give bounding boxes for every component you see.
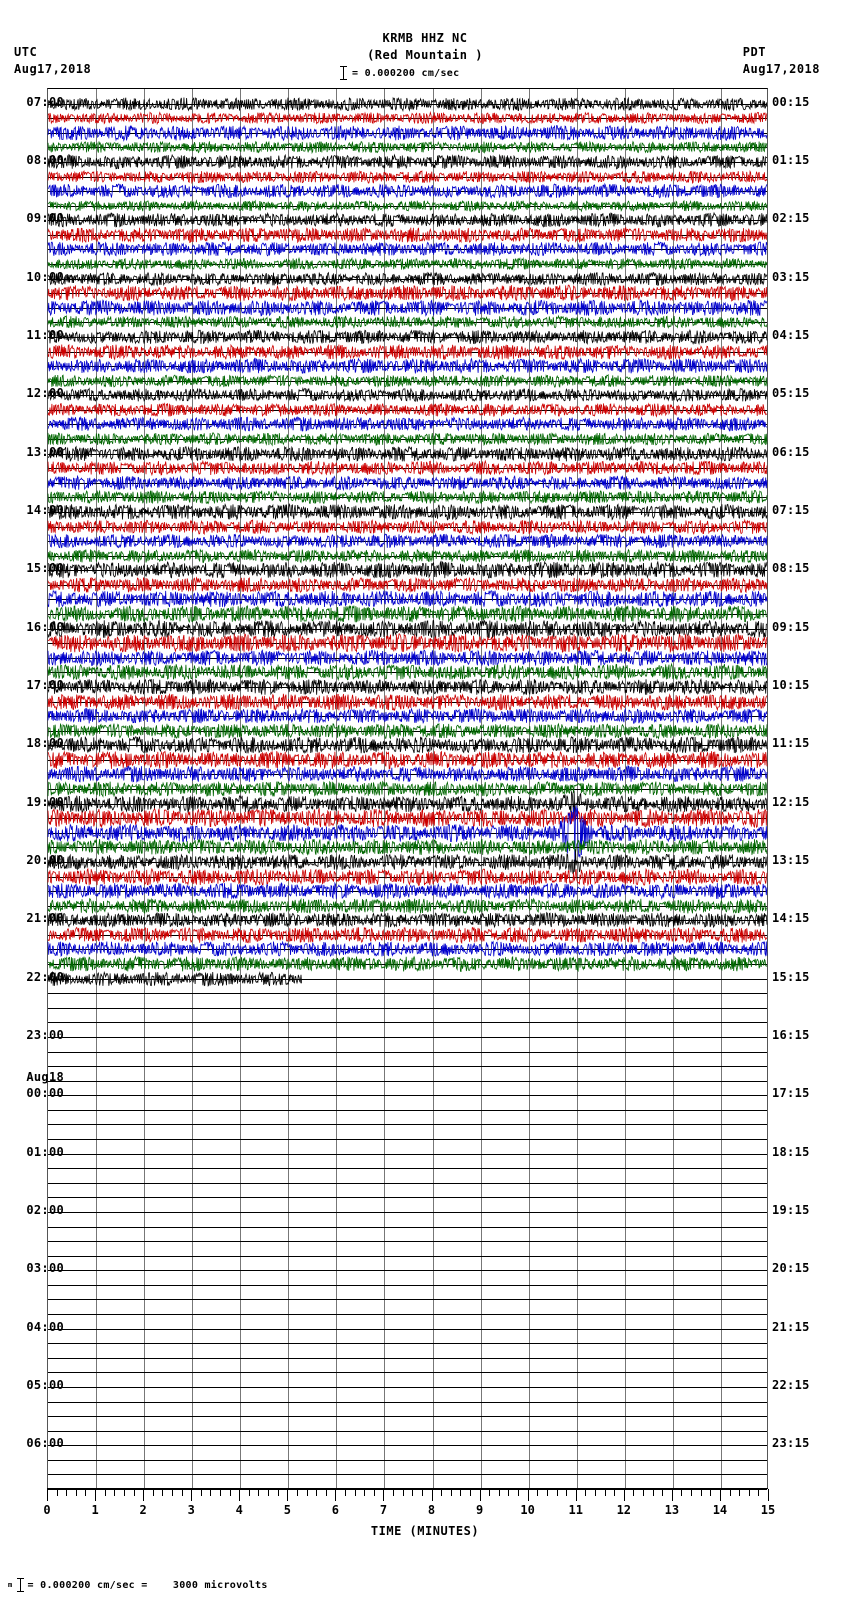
x-axis-minor-tick xyxy=(153,1489,154,1496)
trace-baseline xyxy=(48,1022,767,1023)
trace-baseline xyxy=(48,293,767,294)
trace-baseline xyxy=(48,629,767,630)
trace-baseline xyxy=(48,424,767,425)
pdt-time-label: 04:15 xyxy=(772,327,810,342)
x-axis-minor-tick xyxy=(326,1489,327,1496)
utc-date-label: Aug17,2018 xyxy=(14,62,92,76)
trace-baseline xyxy=(48,454,767,455)
trace-baseline xyxy=(48,1431,767,1432)
trace-baseline xyxy=(48,133,767,134)
trace-baseline xyxy=(48,1241,767,1242)
utc-time-label: 16:00 xyxy=(26,619,64,634)
utc-time-label: 14:00 xyxy=(26,502,64,517)
trace-baseline xyxy=(48,381,767,382)
utc-time-label: 10:00 xyxy=(26,269,64,284)
utc-time-label: 02:00 xyxy=(26,1202,64,1217)
trace-baseline xyxy=(48,891,767,892)
x-axis-minor-tick xyxy=(451,1489,452,1496)
trace-baseline xyxy=(48,935,767,936)
trace-baseline xyxy=(48,1124,767,1125)
trace-baseline xyxy=(48,1387,767,1388)
x-axis-minor-tick xyxy=(364,1489,365,1496)
utc-time-label: 11:00 xyxy=(26,327,64,342)
x-axis-minor-tick xyxy=(85,1489,86,1496)
pdt-time-label: 16:15 xyxy=(772,1027,810,1042)
x-axis-major-tick xyxy=(191,1489,192,1501)
trace-baseline xyxy=(48,1314,767,1315)
x-axis-tick-label: 1 xyxy=(91,1503,99,1517)
trace-baseline xyxy=(48,439,767,440)
utc-time-label: 23:00 xyxy=(26,1027,64,1042)
pdt-time-label: 14:15 xyxy=(772,911,810,926)
x-axis-minor-tick xyxy=(278,1489,279,1496)
trace-baseline xyxy=(48,964,767,965)
pdt-time-label: 15:15 xyxy=(772,969,810,984)
trace-baseline xyxy=(48,483,767,484)
trace-baseline xyxy=(48,162,767,163)
utc-time-label: 20:00 xyxy=(26,852,64,867)
pdt-time-label: 07:15 xyxy=(772,502,810,517)
trace-baseline xyxy=(48,1081,767,1082)
trace-baseline xyxy=(48,862,767,863)
x-axis-tick-label: 12 xyxy=(616,1503,632,1517)
pdt-time-label: 18:15 xyxy=(772,1144,810,1159)
trace-baseline xyxy=(48,614,767,615)
trace-baseline xyxy=(48,658,767,659)
x-axis-major-tick xyxy=(768,1489,769,1501)
x-axis-tick-label: 10 xyxy=(520,1503,535,1517)
trace-baseline xyxy=(48,264,767,265)
x-axis-minor-tick xyxy=(134,1489,135,1496)
trace-baseline xyxy=(48,643,767,644)
trace-baseline xyxy=(48,789,767,790)
pdt-time-label: 12:15 xyxy=(772,794,810,809)
x-axis-minor-tick xyxy=(57,1489,58,1496)
x-axis-minor-tick xyxy=(605,1489,606,1496)
trace-baseline xyxy=(48,1256,767,1257)
pdt-time-label: 00:15 xyxy=(772,94,810,109)
x-axis-minor-tick xyxy=(76,1489,77,1496)
x-axis-tick-label: 13 xyxy=(664,1503,680,1517)
x-axis-minor-tick xyxy=(297,1489,298,1496)
x-axis-minor-tick xyxy=(258,1489,259,1496)
pdt-time-label: 20:15 xyxy=(772,1261,810,1276)
utc-zone-label: UTC xyxy=(14,45,38,59)
x-axis-minor-tick xyxy=(681,1489,682,1496)
x-axis-minor-tick xyxy=(393,1489,394,1496)
trace-baseline xyxy=(48,702,767,703)
x-axis-minor-tick xyxy=(105,1489,106,1496)
pdt-time-label: 09:15 xyxy=(772,619,810,634)
pdt-time-label: 19:15 xyxy=(772,1202,810,1217)
trace-baseline xyxy=(48,1358,767,1359)
utc-time-label: 00:00 xyxy=(26,1086,64,1101)
x-axis-minor-tick xyxy=(653,1489,654,1496)
trace-baseline xyxy=(48,877,767,878)
x-axis-minor-tick xyxy=(460,1489,461,1496)
utc-time-label: 08:00 xyxy=(26,152,64,167)
scale-legend xyxy=(340,66,459,80)
trace-baseline xyxy=(48,833,767,834)
x-axis-major-tick xyxy=(672,1489,673,1501)
x-axis-ticks xyxy=(47,1488,768,1501)
trace-baseline xyxy=(48,249,767,250)
utc-time-label: 21:00 xyxy=(26,911,64,926)
x-axis-minor-tick xyxy=(489,1489,490,1496)
x-axis-minor-tick xyxy=(537,1489,538,1496)
trace-baseline xyxy=(48,395,767,396)
x-axis-tick-label: 6 xyxy=(331,1503,340,1517)
x-axis-minor-tick xyxy=(230,1489,231,1496)
page-title: KRMB HHZ NC xyxy=(382,31,468,45)
scale-bar-icon xyxy=(340,66,347,80)
x-axis-tick-labels xyxy=(43,1503,776,1519)
footer-m-glyph: m xyxy=(8,1581,13,1589)
x-axis-minor-tick xyxy=(403,1489,404,1496)
trace-baseline xyxy=(48,804,767,805)
trace-baseline xyxy=(48,1445,767,1446)
x-axis-minor-tick xyxy=(182,1489,183,1496)
trace-baseline xyxy=(48,512,767,513)
x-axis-tick-label: 15 xyxy=(760,1503,776,1517)
trace-baseline xyxy=(48,847,767,848)
x-axis-minor-tick xyxy=(739,1489,740,1496)
trace-baseline xyxy=(48,760,767,761)
x-axis-minor-tick xyxy=(701,1489,702,1496)
x-axis-minor-tick xyxy=(114,1489,115,1496)
x-axis-minor-tick xyxy=(749,1489,750,1496)
trace-baseline xyxy=(48,308,767,309)
trace-baseline xyxy=(48,1285,767,1286)
trace-baseline xyxy=(48,672,767,673)
utc-time-label: 03:00 xyxy=(26,1261,64,1276)
x-axis-major-tick xyxy=(47,1489,48,1501)
trace-baseline xyxy=(48,366,767,367)
x-axis-minor-tick xyxy=(210,1489,211,1496)
x-axis-minor-tick xyxy=(470,1489,471,1496)
x-axis-minor-tick xyxy=(220,1489,221,1496)
x-axis-minor-tick xyxy=(345,1489,346,1496)
trace-baseline xyxy=(48,920,767,921)
trace-baseline xyxy=(48,745,767,746)
utc-time-label: 18:00 xyxy=(26,736,64,751)
x-axis-minor-tick xyxy=(585,1489,586,1496)
pdt-time-label: 05:15 xyxy=(772,386,810,401)
trace-baseline xyxy=(48,599,767,600)
trace-baseline xyxy=(48,279,767,280)
x-axis-tick-label: 5 xyxy=(283,1503,291,1517)
trace-baseline xyxy=(48,1474,767,1475)
utc-time-label: 04:00 xyxy=(26,1319,64,1334)
footer-scale-note xyxy=(8,1578,268,1592)
x-axis-major-tick xyxy=(432,1489,433,1501)
x-axis-minor-tick xyxy=(557,1489,558,1496)
x-axis-minor-tick xyxy=(758,1489,759,1496)
x-axis-minor-tick xyxy=(441,1489,442,1496)
x-axis-tick-label: 9 xyxy=(475,1503,484,1517)
x-axis-tick-label: 3 xyxy=(187,1503,195,1517)
x-axis-minor-tick xyxy=(518,1489,519,1496)
trace-baseline xyxy=(48,352,767,353)
x-axis-minor-tick xyxy=(172,1489,173,1496)
x-axis-minor-tick xyxy=(268,1489,269,1496)
x-axis-minor-tick xyxy=(412,1489,413,1496)
header-right-timezone-block xyxy=(743,44,820,78)
trace-baseline xyxy=(48,1008,767,1009)
trace-baseline xyxy=(48,949,767,950)
trace-baseline xyxy=(48,1037,767,1038)
trace-baseline xyxy=(48,1052,767,1053)
trace-baseline xyxy=(48,906,767,907)
utc-time-label: 12:00 xyxy=(26,386,64,401)
x-axis-major-tick xyxy=(95,1489,96,1501)
trace-baseline xyxy=(48,1197,767,1198)
footer-scale-bar-icon xyxy=(17,1578,24,1592)
trace-baseline xyxy=(48,541,767,542)
trace-baseline xyxy=(48,570,767,571)
x-axis-tick-label: 0 xyxy=(43,1503,51,1517)
x-axis-minor-tick xyxy=(710,1489,711,1496)
pdt-time-label: 11:15 xyxy=(772,736,810,751)
date-change-label: Aug18 xyxy=(26,1070,64,1085)
header-title-block xyxy=(0,30,850,64)
x-axis-minor-tick xyxy=(316,1489,317,1496)
x-axis-tick-label: 4 xyxy=(235,1503,243,1517)
trace-baseline xyxy=(48,337,767,338)
trace-baseline xyxy=(48,1212,767,1213)
x-axis xyxy=(43,1488,776,1519)
x-axis-tick-label: 11 xyxy=(568,1503,583,1517)
x-axis-major-tick xyxy=(528,1489,529,1501)
x-axis-minor-tick xyxy=(374,1489,375,1496)
x-axis-minor-tick xyxy=(355,1489,356,1496)
pdt-time-label: 10:15 xyxy=(772,677,810,692)
utc-time-label: 19:00 xyxy=(26,794,64,809)
x-axis-minor-tick xyxy=(499,1489,500,1496)
x-axis-minor-tick xyxy=(547,1489,548,1496)
trace-baseline xyxy=(48,687,767,688)
x-axis-major-tick xyxy=(624,1489,625,1501)
trace-baseline xyxy=(48,1299,767,1300)
trace-baseline xyxy=(48,322,767,323)
x-axis-major-tick xyxy=(480,1489,481,1501)
trace-baseline xyxy=(48,497,767,498)
utc-time-label: 09:00 xyxy=(26,211,64,226)
x-axis-tick-label: 7 xyxy=(379,1503,388,1517)
trace-baseline xyxy=(48,410,767,411)
x-axis-tick-label: 14 xyxy=(712,1503,728,1517)
x-axis-minor-tick xyxy=(162,1489,163,1496)
x-axis-title: TIME (MINUTES) xyxy=(370,1524,480,1538)
x-axis-major-tick xyxy=(720,1489,721,1501)
x-axis-minor-tick xyxy=(508,1489,509,1496)
trace-baseline xyxy=(48,1460,767,1461)
trace-baseline xyxy=(48,979,767,980)
trace-baseline xyxy=(48,1183,767,1184)
trace-baseline xyxy=(48,1372,767,1373)
utc-time-label: 07:00 xyxy=(26,94,64,109)
x-axis-minor-tick xyxy=(633,1489,634,1496)
trace-baseline xyxy=(48,1168,767,1169)
pdt-date-label: Aug17,2018 xyxy=(742,62,820,76)
x-axis-major-tick xyxy=(335,1489,336,1501)
x-axis-minor-tick xyxy=(730,1489,731,1496)
trace-baseline xyxy=(48,585,767,586)
x-axis-major-tick xyxy=(143,1489,144,1501)
x-axis-tick-label: 2 xyxy=(139,1503,147,1517)
utc-time-label: 15:00 xyxy=(26,561,64,576)
trace-baseline xyxy=(48,774,767,775)
x-axis-major-tick xyxy=(576,1489,577,1501)
trace-baseline xyxy=(48,1154,767,1155)
pdt-time-label: 17:15 xyxy=(772,1086,810,1101)
utc-time-label: 13:00 xyxy=(26,444,64,459)
x-axis-minor-tick xyxy=(643,1489,644,1496)
trace-baseline xyxy=(48,1402,767,1403)
pdt-zone-label: PDT xyxy=(742,45,766,59)
pdt-time-label: 13:15 xyxy=(772,852,810,867)
trace-baseline xyxy=(48,527,767,528)
x-axis-minor-tick xyxy=(124,1489,125,1496)
pdt-time-label: 03:15 xyxy=(772,269,810,284)
utc-time-label: 06:00 xyxy=(26,1436,64,1451)
utc-time-label: 22:00 xyxy=(26,969,64,984)
trace-baseline xyxy=(48,177,767,178)
x-axis-minor-tick xyxy=(614,1489,615,1496)
x-axis-minor-tick xyxy=(566,1489,567,1496)
trace-baseline xyxy=(48,206,767,207)
trace-baseline xyxy=(48,220,767,221)
pdt-time-label: 23:15 xyxy=(772,1436,810,1451)
pdt-time-label: 21:15 xyxy=(772,1319,810,1334)
trace-baseline xyxy=(48,1066,767,1067)
utc-time-label: 05:00 xyxy=(26,1377,64,1392)
trace-baseline xyxy=(48,556,767,557)
trace-baseline xyxy=(48,1270,767,1271)
trace-baseline xyxy=(48,191,767,192)
x-axis-minor-tick xyxy=(307,1489,308,1496)
scale-legend-text: = 0.000200 cm/sec xyxy=(352,67,460,79)
trace-baseline xyxy=(48,1227,767,1228)
pdt-time-label: 06:15 xyxy=(772,444,810,459)
x-axis-minor-tick xyxy=(595,1489,596,1496)
pdt-time-label: 22:15 xyxy=(772,1377,810,1392)
station-name: (Red Mountain ) xyxy=(367,48,483,62)
trace-baseline xyxy=(48,1329,767,1330)
x-axis-minor-tick xyxy=(66,1489,67,1496)
x-axis-major-tick xyxy=(239,1489,240,1501)
trace-baseline xyxy=(48,468,767,469)
x-axis-minor-tick xyxy=(691,1489,692,1496)
trace-baseline xyxy=(48,993,767,994)
trace-baseline xyxy=(48,235,767,236)
x-axis-tick-label: 8 xyxy=(427,1503,436,1517)
pdt-time-label: 01:15 xyxy=(772,152,810,167)
x-axis-major-tick xyxy=(287,1489,288,1501)
utc-time-label: 17:00 xyxy=(26,677,64,692)
trace-baseline xyxy=(48,716,767,717)
x-axis-minor-tick xyxy=(422,1489,423,1496)
trace-baseline xyxy=(48,1343,767,1344)
trace-baseline xyxy=(48,118,767,119)
helicorder-plot xyxy=(47,88,768,1488)
pdt-time-label: 08:15 xyxy=(772,561,810,576)
x-axis-minor-tick xyxy=(249,1489,250,1496)
utc-time-label: 01:00 xyxy=(26,1144,64,1159)
trace-baseline xyxy=(48,1139,767,1140)
trace-baseline xyxy=(48,818,767,819)
x-axis-minor-tick xyxy=(201,1489,202,1496)
pdt-time-label: 02:15 xyxy=(772,211,810,226)
trace-baseline xyxy=(48,147,767,148)
trace-baseline xyxy=(48,731,767,732)
trace-baseline xyxy=(48,1110,767,1111)
trace-baseline xyxy=(48,1416,767,1417)
trace-baseline xyxy=(48,1095,767,1096)
trace-baseline xyxy=(48,104,767,105)
x-axis-minor-tick xyxy=(662,1489,663,1496)
x-axis-major-tick xyxy=(383,1489,384,1501)
footer-text: = 0.000200 cm/sec = 3000 microvolts xyxy=(27,1579,268,1591)
